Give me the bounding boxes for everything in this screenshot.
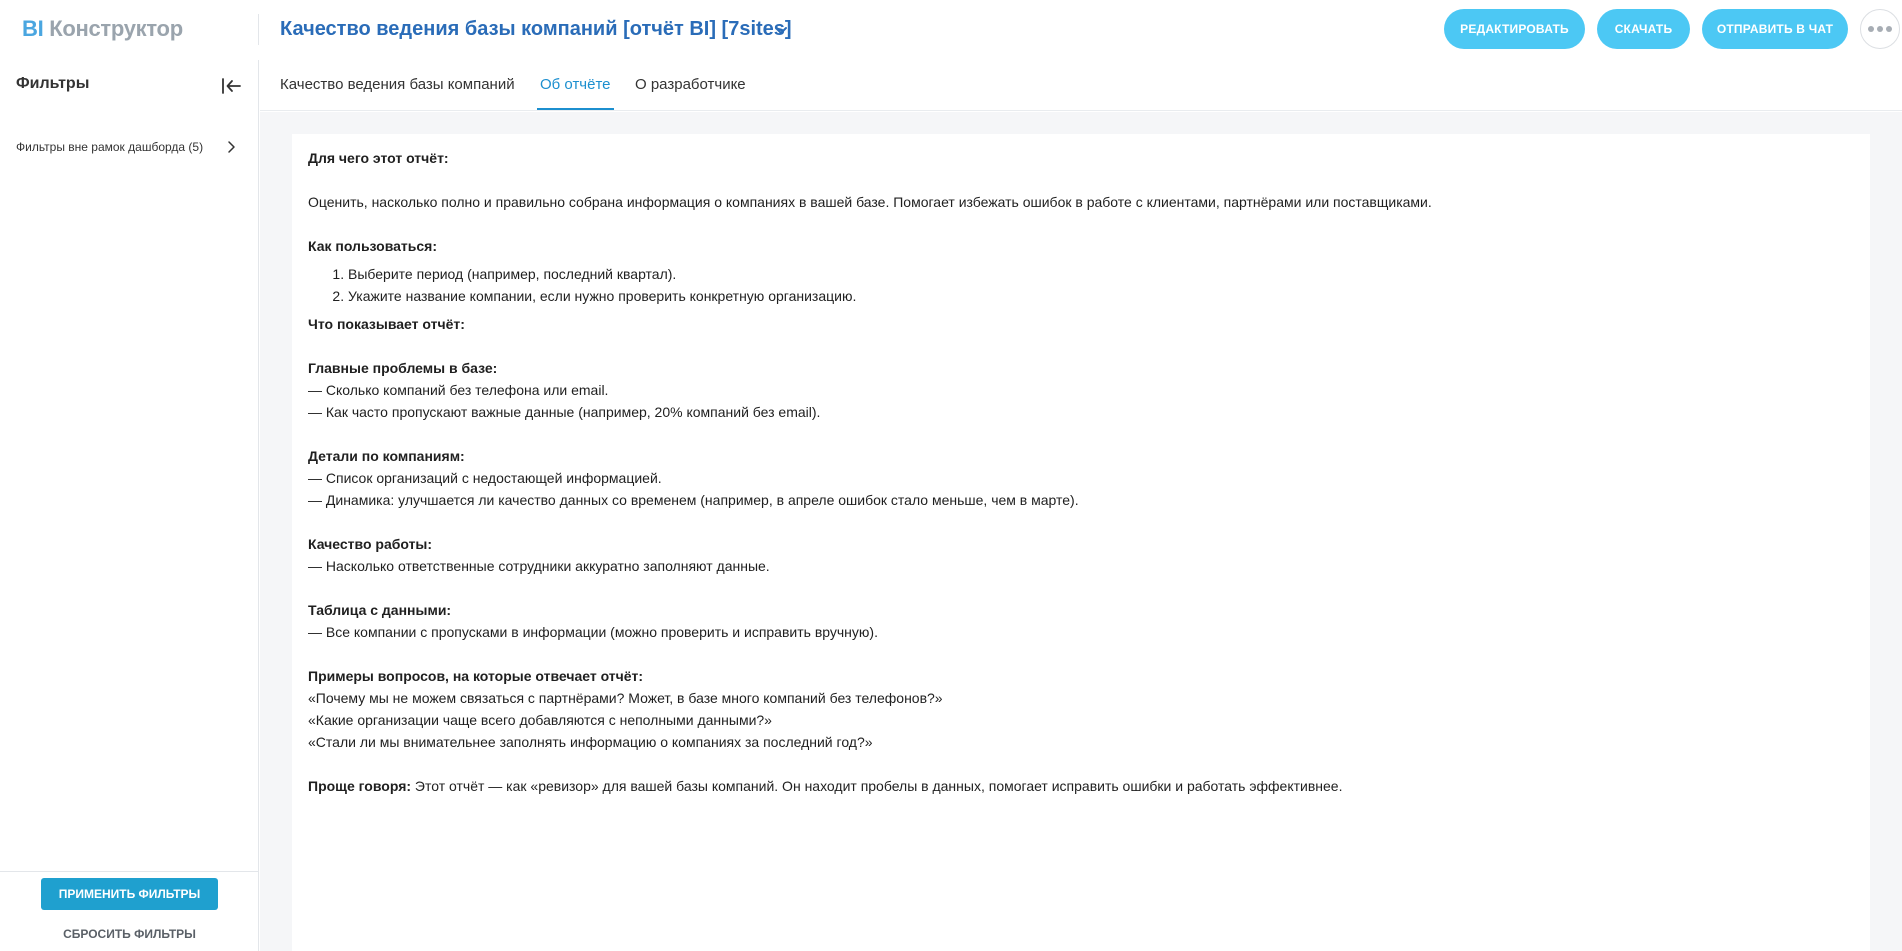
summary-text: Этот отчёт — как «ревизор» для вашей базы компаний. Он находит пробелы в данных, помогает исправить ошибки и работать эффективнее. bbox=[414, 778, 1343, 794]
download-button[interactable]: СКАЧАТЬ bbox=[1597, 9, 1690, 49]
apply-filters-button[interactable]: ПРИМЕНИТЬ ФИЛЬТРЫ bbox=[41, 878, 218, 910]
collapse-sidebar-icon[interactable] bbox=[219, 74, 243, 98]
dot-icon bbox=[1868, 26, 1874, 32]
usage-heading: Как пользоваться: bbox=[308, 238, 438, 254]
chevron-down-icon[interactable] bbox=[770, 20, 792, 42]
logo-bi: BI bbox=[22, 16, 44, 41]
list-item: «Почему мы не можем связаться с партнёрами? Может, в базе много компаний без телефонов?» bbox=[308, 690, 943, 706]
tab-about-developer[interactable]: О разработчике bbox=[635, 76, 746, 93]
active-tab-indicator bbox=[537, 108, 614, 110]
usage-list bbox=[308, 263, 1848, 307]
more-options-button[interactable] bbox=[1860, 9, 1900, 49]
logo-name: Конструктор bbox=[49, 16, 183, 41]
report-description-text bbox=[308, 147, 1848, 797]
filter-group-label: Фильтры вне рамок дашборда (5) bbox=[16, 140, 204, 154]
list-item: — Динамика: улучшается ли качество данных со временем (например, в апреле ошибок стало меньше, чем в марте). bbox=[308, 492, 1079, 508]
reset-filters-button[interactable]: СБРОСИТЬ ФИЛЬТРЫ bbox=[41, 922, 218, 946]
list-item: — Как часто пропускают важные данные (например, 20% компаний без email). bbox=[308, 404, 821, 420]
top-header bbox=[0, 0, 1902, 60]
filters-sidebar bbox=[0, 60, 259, 951]
filter-group-outside-dashboard[interactable] bbox=[16, 136, 244, 158]
dot-icon bbox=[1886, 26, 1892, 32]
problems-heading: Главные проблемы в базе: bbox=[308, 360, 498, 376]
list-item: 1. Выберите период (например, последний квартал). bbox=[348, 263, 1848, 285]
edit-button[interactable]: РЕДАКТИРОВАТЬ bbox=[1444, 9, 1585, 49]
examples-heading: Примеры вопросов, на которые отвечает отчёт: bbox=[308, 668, 644, 684]
purpose-heading: Для чего этот отчёт: bbox=[308, 150, 449, 166]
chevron-right-icon bbox=[224, 140, 238, 154]
details-heading: Детали по компаниям: bbox=[308, 448, 465, 464]
list-item: «Стали ли мы внимательнее заполнять информацию о компаниях за последний год?» bbox=[308, 734, 873, 750]
report-description-card bbox=[292, 134, 1870, 951]
list-item: — Все компании с пропусками в информации (можно проверить и исправить вручную). bbox=[308, 624, 878, 640]
work-heading: Качество работы: bbox=[308, 536, 433, 552]
list-item: «Какие организации чаще всего добавляются с неполными данными?» bbox=[308, 712, 772, 728]
table-heading: Таблица с данными: bbox=[308, 602, 452, 618]
tab-bar bbox=[260, 60, 1902, 111]
sidebar-title: Фильтры bbox=[16, 75, 90, 92]
tab-company-base-quality[interactable]: Качество ведения базы компаний bbox=[280, 76, 515, 93]
sidebar-footer bbox=[0, 871, 259, 951]
header-divider bbox=[258, 14, 259, 45]
report-title[interactable]: Качество ведения базы компаний [отчёт BI] [7sites] bbox=[280, 18, 792, 40]
summary-heading: Проще говоря: bbox=[308, 778, 412, 794]
list-item: — Насколько ответственные сотрудники аккуратно заполняют данные. bbox=[308, 558, 770, 574]
list-item: — Список организаций с недостающей информацией. bbox=[308, 470, 662, 486]
send-to-chat-button[interactable]: ОТПРАВИТЬ В ЧАТ bbox=[1702, 9, 1848, 49]
list-item: — Сколько компаний без телефона или email. bbox=[308, 382, 609, 398]
app-logo[interactable] bbox=[22, 16, 183, 42]
shows-heading: Что показывает отчёт: bbox=[308, 316, 465, 332]
purpose-text: Оценить, насколько полно и правильно собрана информация о компаниях в вашей базе. Помогает избежать ошибок в работе с клиентами, партнёрами или поставщиками. bbox=[308, 194, 1432, 210]
list-item: 2. Укажите название компании, если нужно проверить конкретную организацию. bbox=[348, 285, 1848, 307]
dot-icon bbox=[1877, 26, 1883, 32]
tab-about-report[interactable]: Об отчёте bbox=[540, 76, 611, 93]
